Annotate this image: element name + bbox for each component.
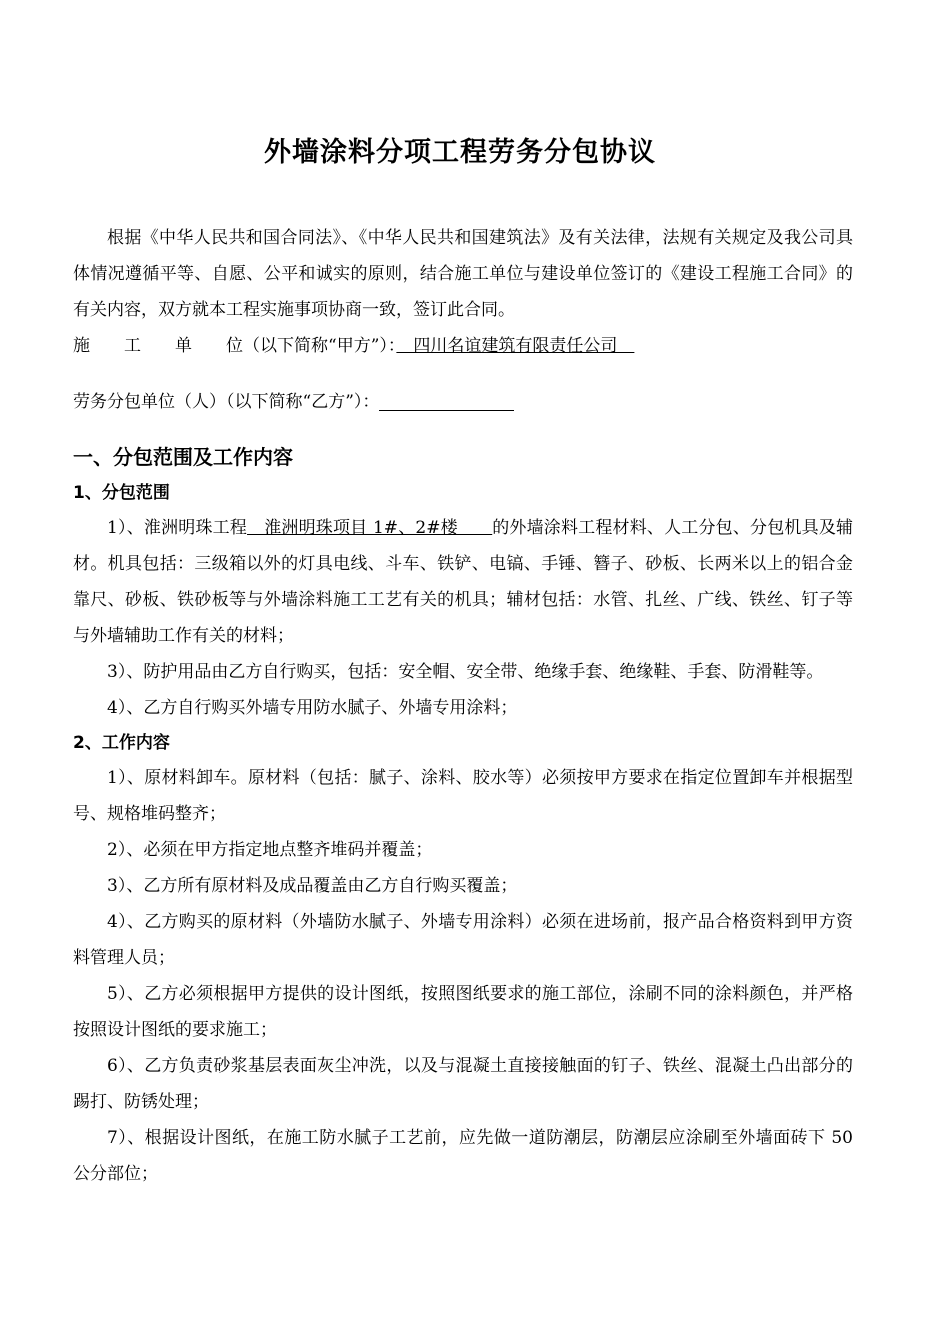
work-item-7: 7）、根据设计图纸，在施工防水腻子工艺前，应先做一道防潮层，防潮层应涂刷至外墙面砖下 50 公分部位； [73, 1128, 853, 1184]
party-a-label: 施 工 单 位（以下简称“甲方”）： [73, 336, 397, 356]
work-item-2: 2）、必须在甲方指定地点整齐堆码并覆盖； [107, 840, 433, 860]
scope-item-1-prefix: 1）、淮洲明珠工程 [107, 518, 248, 538]
document-body [73, 220, 853, 1192]
section-1-heading: 一、分包范围及工作内容 [73, 445, 293, 469]
scope-item-1-suffix: 的外墙涂料工程材料、人工分包、分包机具及辅材。机具包括：三级箱以外的灯具电线、斗车、铁铲、电镐、手锤、簪子、砂板、长两米以上的铝合金靠尺、砂板、铁砂板等与外墙涂料施工工艺有关的机具；辅材包括：水管、扎丝、广线、铁丝、钉子等与外墙辅助工作有关的材料； [73, 518, 854, 646]
document-title: 外墙涂料分项工程劳务分包协议 [264, 137, 656, 168]
subsection-2-heading: 2、工作内容 [73, 733, 170, 753]
scope-item-4: 4）、乙方自行购买外墙专用防水腻子、外墙专用涂料； [107, 698, 518, 718]
work-item-5: 5）、乙方必须根据甲方提供的设计图纸，按照图纸要求的施工部位，涂刷不同的涂料颜色，并严格按照设计图纸的要求施工； [73, 984, 853, 1040]
scope-item-1-project: 淮洲明珠项目 1#、2#楼 [247, 518, 493, 538]
intro-paragraph: 根据《中华人民共和国合同法》、《中华人民共和国建筑法》及有关法律，法规有关规定及我公司具体情况遵循平等、自愿、公平和诚实的原则，结合施工单位与建设单位签订的《建设工程施工合同》的有关内容，双方就本工程实施事项协商一致，签订此合同。 [73, 228, 853, 320]
party-b-line [73, 384, 853, 420]
subsection-1-heading: 1、分包范围 [73, 483, 170, 503]
scope-item-3: 3）、防护用品由乙方自行购买，包括：安全帽、安全带、绝缘手套、绝缘鞋、手套、防滑鞋等。 [107, 662, 824, 682]
work-item-1: 1）、原材料卸车。原材料（包括：腻子、涂料、胶水等）必须按甲方要求在指定位置卸车并根据型号、规格堆码整齐； [73, 768, 853, 824]
party-a-name: 四川名谊建筑有限责任公司 [396, 336, 635, 356]
party-b-label: 劳务分包单位（人）（以下简称“乙方”）： [73, 392, 380, 412]
work-item-4: 4）、乙方购买的原材料（外墙防水腻子、外墙专用涂料）必须在进场前，报产品合格资料到甲方资料管理人员； [73, 912, 853, 968]
party-a-line [73, 328, 853, 364]
work-item-3: 3）、乙方所有原材料及成品覆盖由乙方自行购买覆盖； [107, 876, 518, 896]
scope-item-1 [73, 510, 853, 654]
work-item-6: 6）、乙方负责砂浆基层表面灰尘冲洗，以及与混凝土直接接触面的钉子、铁丝、混凝土凸出部分的踢打、防锈处理； [73, 1056, 853, 1112]
party-b-blank-field [379, 390, 514, 411]
